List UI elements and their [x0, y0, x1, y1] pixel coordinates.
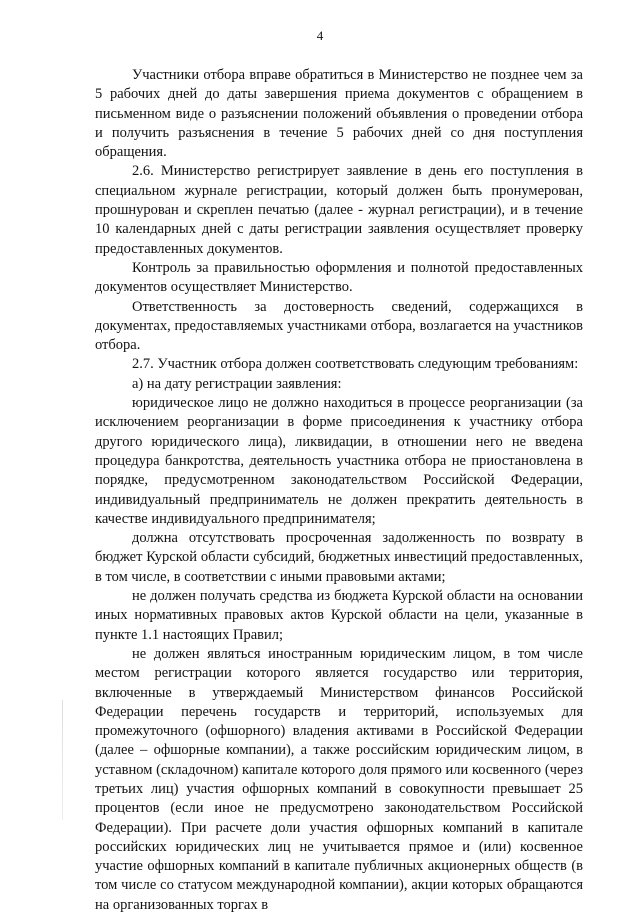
scan-edge-mark: [62, 700, 63, 820]
paragraph-item-a: а) на дату регистрации заявления:: [132, 375, 342, 392]
paragraph-clarification-request: Участники отбора вправе обратиться в Министерство не позднее чем за 5 рабочих дней до даты завершения приема документов с обращением в письменном виде о разъяснении положений объявления о проведении отбора и получить разъяснения в течение 5 рабочих дней со дня поступления обращения.: [95, 67, 583, 161]
paragraph-control: Контроль за правильностью оформления и полнотой предоставленных документов осуществляет Министерство.: [95, 259, 583, 296]
paragraph-responsibility: Ответственность за достоверность сведений, содержащихся в документах, предоставляемых участниками отбора, возлагается на участников отбора.: [95, 298, 583, 354]
page-number: 4: [316, 28, 324, 43]
paragraph-offshore: не должен являться иностранным юридическим лицом, в том числе местом регистрации которого является государство или территория, включенные в утверждаемый Министерством финансов Российской Федерации перечень государств и территорий, используемых для промежуточного (офшорного) владения активами в Российской Федерации (далее – офшорные компании), а также российским юридическим лицом, в уставном (складочном) капитале которого доля прямого или косвенного (через третьих лиц) участия офшорных компаний в совокупности превышает 25 процентов (если иное не предусмотрено законодательством Российской Федерации). При расчете доли участия офшорных компаний в капитале российских юридических лиц не учитывается прямое и (или) косвенное участие офшорных компаний в капитале публичных акционерных обществ (в том числе со статусом международной компании), акции которых обращаются на организованных торгах в: [95, 645, 583, 913]
paragraph-reorganization: юридическое лицо не должно находиться в процессе реорганизации (за исключением реорганизации в форме присоединения к участнику отбора другого юридического лица), ликвидации, в отношении него не введена процедура банкротства, деятельность участника отбора не приостановлена в порядке, предусмотренном законодательством Российской Федерации, индивидуальный предприниматель не должен прекратить деятельность в качестве индивидуального предпринимателя;: [95, 395, 583, 527]
document-body: [95, 66, 583, 915]
paragraph-debt: должна отсутствовать просроченная задолженность по возврату в бюджет Курской области субсидий, бюджетных инвестиций предоставленных, в том числе, в соответствии с иными правовыми актами;: [95, 530, 583, 585]
paragraph-2-6-registration: 2.6. Министерство регистрирует заявление в день его поступления в специальном журнале регистрации, который должен быть пронумерован, прошнурован и скреплен печатью (далее - журнал регистрации), и в течение 10 календарных дней с даты регистрации заявления осуществляет проверку предоставленных документов.: [95, 163, 583, 257]
paragraph-other-funds: не должен получать средства из бюджета Курской области на основании иных нормативных правовых актов Курской области на цели, указанные в пункте 1.1 настоящих Правил;: [95, 588, 583, 643]
paragraph-2-7-requirements: 2.7. Участник отбора должен соответствовать следующим требованиям:: [132, 356, 579, 373]
